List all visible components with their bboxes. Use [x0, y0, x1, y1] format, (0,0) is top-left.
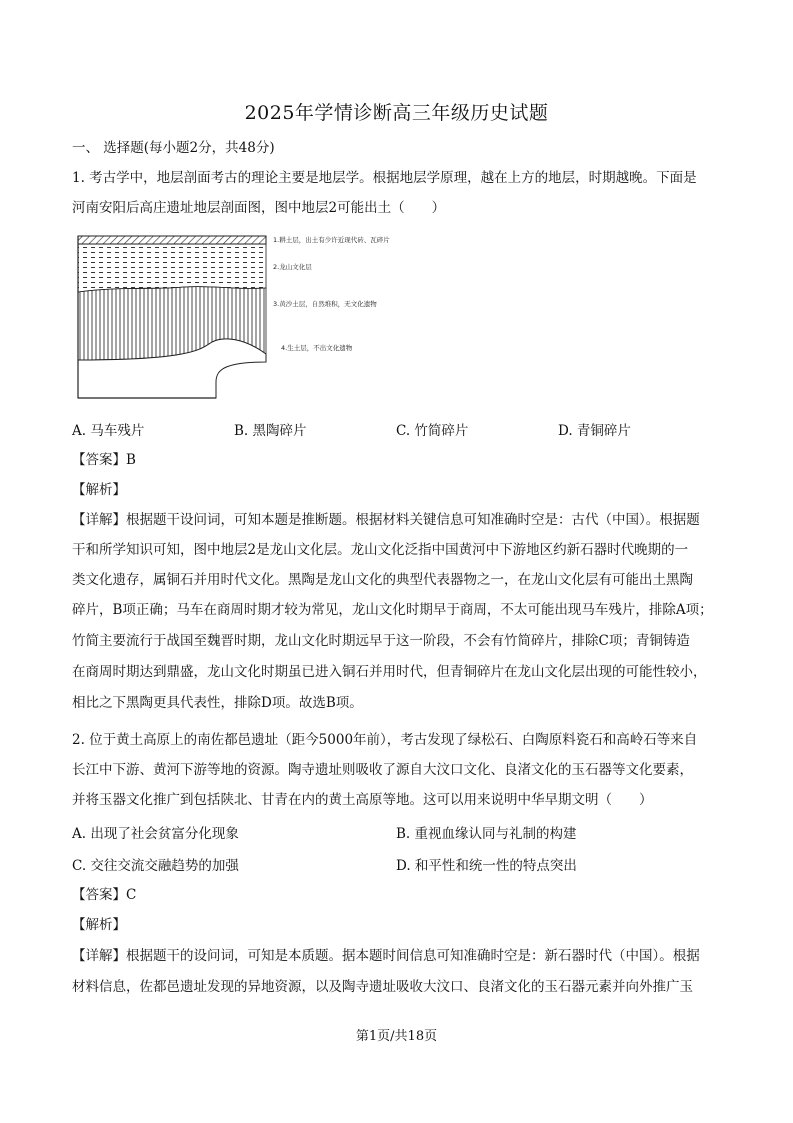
q2-option-a: A. 出现了社会贫富分化现象: [72, 826, 239, 842]
q2-stem-line-1: 2. 位于黄土高原上的南佐都邑遗址（距今5000年前），考古发现了绿松石、白陶原料瓷石和高岭石等来自: [72, 732, 698, 748]
q1-option-d: D. 青铜碎片: [558, 423, 631, 439]
q1-analysis-heading: 【解析】: [72, 482, 126, 498]
section-heading: 一、 选择题(每小题2分，共48分): [72, 140, 275, 156]
q1-detail-line-4: 碎片，B项正确；马车在商周时期才较为常见，龙山文化时期早于商周，不太可能出现马车残片，排除A项；: [72, 602, 713, 618]
q1-detail-line-5: 竹简主要流行于战国至魏晋时期，龙山文化时期远早于这一阶段，不会有竹简碎片，排除C项；青铜铸造: [72, 633, 690, 649]
q1-stem-line-2: 河南安阳后高庄遗址地层剖面图，图中地层2可能出土（ ）: [72, 200, 446, 216]
q1-detail-line-6: 在商周时期达到鼎盛，龙山文化时期虽已进入铜石并用时代，但青铜碎片在龙山文化层出现的可能性较小，: [72, 664, 707, 680]
figure-label-4: 4.生土层，不出文化遗物: [281, 344, 353, 352]
q2-stem-line-3: 并将玉器文化推广到包括陕北、甘青在内的黄土高原等地。这可以用来说明中华早期文明（ ）: [72, 792, 653, 808]
stratigraphic-section-figure: [74, 230, 414, 405]
q1-option-c: C. 竹简碎片: [396, 423, 469, 439]
page-title: 2025年学情诊断高三年级历史试题: [244, 102, 549, 124]
q1-answer: 【答案】B: [72, 452, 136, 468]
q2-analysis-heading: 【解析】: [72, 917, 126, 933]
figure-label-1: 1.耕土层，出土有少许近现代砖、瓦碎片: [273, 236, 390, 244]
q1-detail-line-1: 【详解】根据题干设问词，可知本题是推断题。根据材料关键信息可知准确时空是：古代（中国）。根据题: [72, 512, 700, 528]
q1-stem-line-1: 1. 考古学中，地层剖面考古的理论主要是地层学。根据地层学原理，越在上方的地层，时期越晚。下面是: [72, 170, 697, 186]
q1-detail-line-2: 干和所学知识可知，图中地层2是龙山文化层。龙山文化泛指中国黄河中下游地区约新石器时代晚期的一: [72, 542, 689, 558]
q2-detail-line-1: 【详解】根据题干的设问词，可知是本质题。据本题时间信息可知准确时空是：新石器时代（中国）。根据: [72, 948, 700, 964]
q2-answer: 【答案】C: [72, 887, 137, 903]
q2-option-c: C. 交往交流交融趋势的加强: [72, 858, 239, 874]
layer-1-topsoil: [78, 236, 266, 244]
q2-option-b: B. 重视血缘认同与礼制的构建: [396, 826, 577, 842]
page-footer: 第1页/共18页: [355, 1029, 438, 1044]
q2-option-d: D. 和平性和统一性的特点突出: [396, 858, 577, 874]
q1-detail-line-3: 类文化遗存，属铜石并用时代文化。黑陶是龙山文化的典型代表器物之一，在龙山文化层有可能出土黑陶: [72, 572, 693, 588]
figure-label-2: 2.龙山文化层: [273, 263, 312, 271]
q1-option-b: B. 黑陶碎片: [234, 423, 307, 439]
figure-label-3: 3.黄沙土层，自然堆积，无文化遗物: [273, 300, 377, 308]
q1-detail-line-7: 相比之下黑陶更具代表性，排除D项。故选B项。: [72, 695, 363, 711]
q2-detail-line-2: 材料信息，佐都邑遗址发现的异地资源，以及陶寺遗址吸收大汶口、良渚文化的玉石器元素并向外推广玉: [72, 979, 693, 995]
layer-2-longshan: [78, 244, 266, 292]
q1-option-a: A. 马车残片: [72, 423, 145, 439]
q2-stem-line-2: 长江中下游、黄河下游等地的资源。陶寺遗址则吸收了源自大汶口文化、良渚文化的玉石器等文化要素，: [72, 762, 693, 778]
